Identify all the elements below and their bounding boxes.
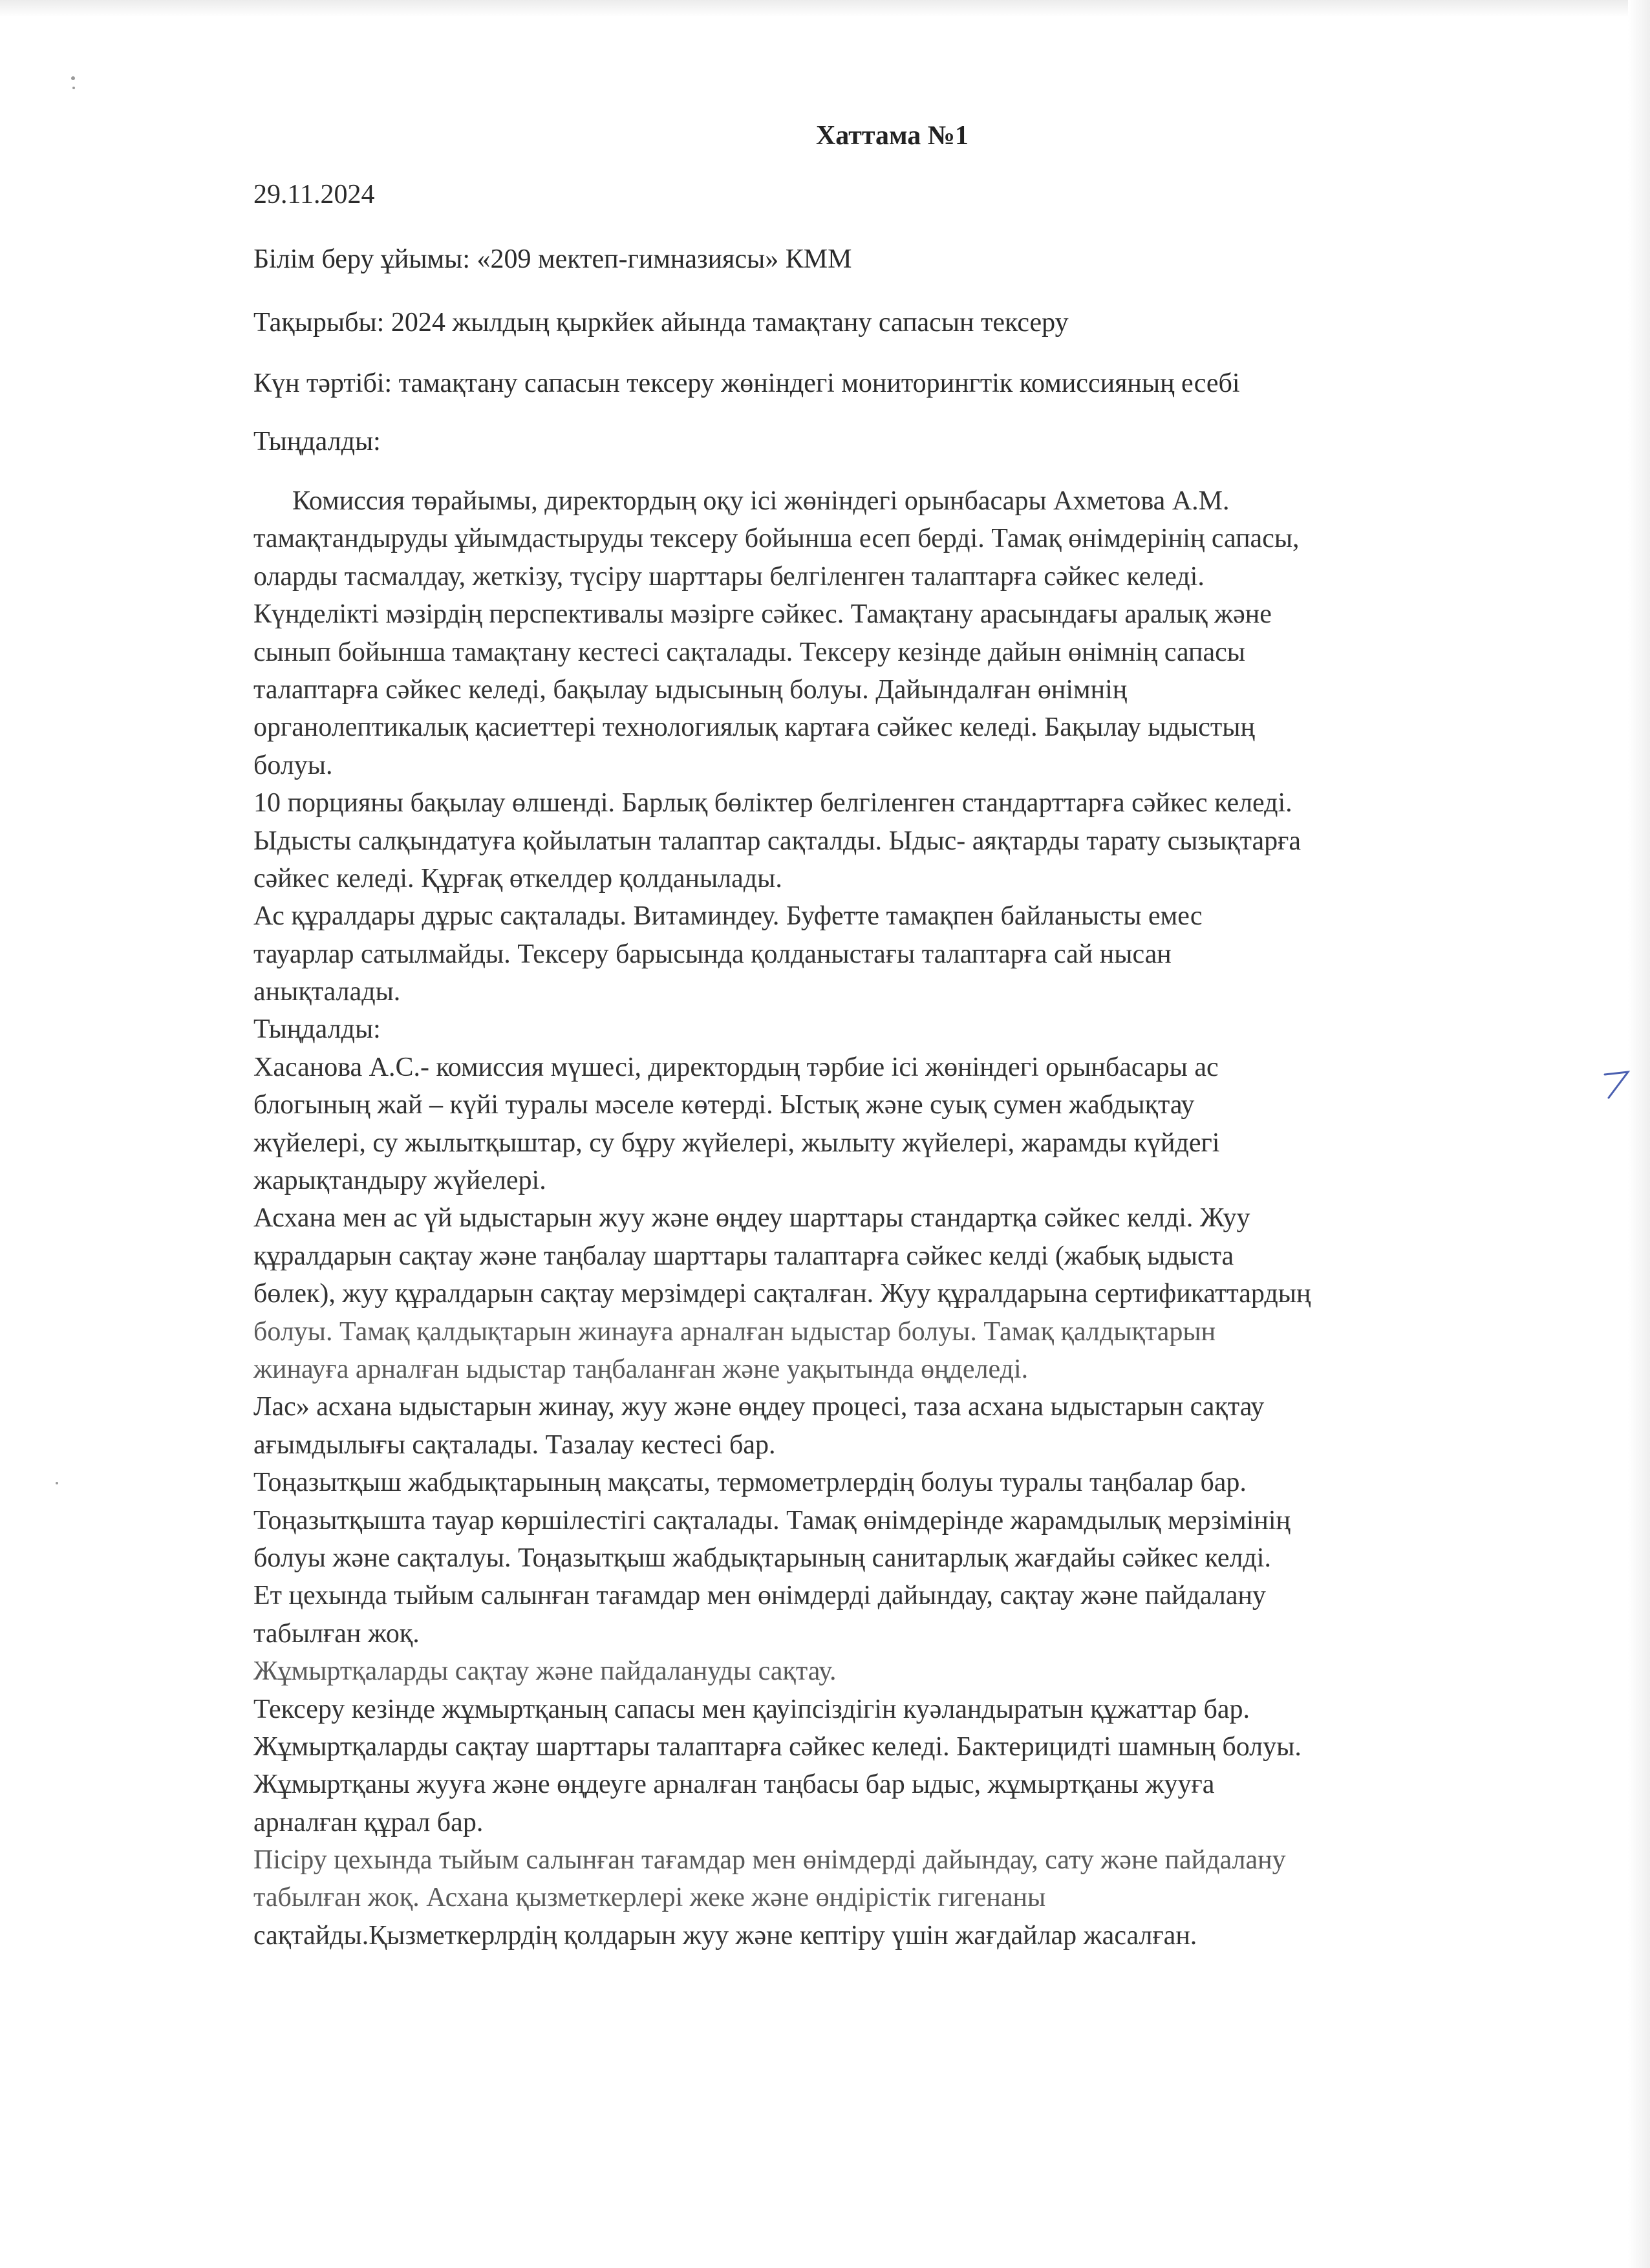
- scan-speck: [72, 87, 75, 89]
- body-line: Ас құралдары дұрыс сақталады. Витаминдеу. Буфетте тамақпен байланысты емес: [253, 901, 1203, 932]
- body-line: Асхана мен ас үй ыдыстарын жуу және өңдеу шарттары стандартқа сәйкес келді. Жуу: [253, 1203, 1250, 1234]
- body-line: талаптарға сәйкес келеді, бақылау ыдысының болуы. Дайындалған өнімнің: [253, 674, 1128, 705]
- document-date: 29.11.2024: [253, 180, 375, 209]
- body-line: сынып бойынша тамақтану кестесі сақталады. Тексеру кезінде дайын өнімнің сапасы: [253, 637, 1246, 667]
- body-line: блогының жай – күйі туралы мәселе көтерді. Ыстық және суық сумен жабдықтау: [253, 1090, 1195, 1120]
- scan-edge-right: [1628, 0, 1650, 2268]
- body-line: болуы.: [253, 750, 333, 780]
- body-line: құралдарын сақтау және таңбалау шарттары талаптарға сәйкес келді (жабық ыдыста: [253, 1241, 1234, 1271]
- body-line: Ет цехында тыйым салынған тағамдар мен өнімдерді дайындау, сақтау және пайдалану: [253, 1581, 1266, 1611]
- body-line: Хасанова А.С.- комиссия мүшесі, директордың тәрбие ісі жөніндегі орынбасары ас: [253, 1052, 1219, 1082]
- heard-label: Тыңдалды:: [253, 427, 381, 456]
- document-title: Хаттама №1: [815, 121, 969, 151]
- body-line: органолептикалық қасиеттері технологиялық картаға сәйкес келеді. Бақылау ыдыстың: [253, 712, 1255, 743]
- body-line: табылған жоқ. Асхана қызметкерлері жеке және өндірістік гигенаны: [253, 1883, 1046, 1913]
- body-line: Жұмыртқаны жууға және өңдеуге арналған таңбасы бар ыдыс, жұмыртқаны жууға: [253, 1770, 1215, 1800]
- body-line: жарықтандыру жүйелері.: [253, 1166, 546, 1196]
- body-line: сақтайды.Қызметкерлрдің қолдарын жуу және кептіру үшін жағдайлар жасалған.: [253, 1920, 1197, 1951]
- body-line: Күнделікті мәзірдің перспективалы мәзірге сәйкес. Тамақтану арасындағы аралық және: [253, 599, 1272, 630]
- body-line: жинауға арналған ыдыстар таңбаланған және уақытында өңделеді.: [253, 1354, 1029, 1384]
- body-line: тауарлар сатылмайды. Тексеру барысында қолданыстағы талаптарға сай нысан: [253, 939, 1172, 969]
- body-line: тамақтандыруды ұйымдастыруды тексеру бойынша есеп берді. Тамақ өнімдерінің сапасы,: [253, 524, 1300, 554]
- body-line: Лас» асхана ыдыстарын жинау, жуу және өңдеу процесі, таза асхана ыдыстарын сақтау: [253, 1392, 1265, 1422]
- body-line: Жұмыртқаларды сақтау және пайдалануды сақтау.: [253, 1656, 837, 1687]
- body-line: бөлек), жуу құралдарын сақтау мерзімдері сақталған. Жуу құралдарына сертификаттардың: [253, 1279, 1311, 1309]
- body-line: ағымдылығы сақталады. Тазалау кестесі бар.: [253, 1429, 776, 1460]
- body-line: Тыңдалды:: [253, 1014, 381, 1045]
- body-line: Жұмыртқаларды сақтау шарттары талаптарға сәйкес келеді. Бактерицидті шамның болуы.: [253, 1731, 1302, 1762]
- body-line: болуы. Тамақ қалдықтарын жинауға арналған ыдыстар болуы. Тамақ қалдықтарын: [253, 1316, 1216, 1347]
- body-line: сәйкес келеді. Құрғақ өткелдер қолданылады.: [253, 863, 782, 893]
- body-line: оларды тасмалдау, жеткізу, түсіру шарттары белгіленген талаптарға сәйкес келеді.: [253, 561, 1205, 592]
- body-line: табылған жоқ.: [253, 1618, 420, 1649]
- body-line: Тоңазытқыш жабдықтарының мақсаты, термометрлердің болуы туралы таңбалар бар.: [253, 1468, 1247, 1498]
- scan-edge-top: [0, 0, 1650, 17]
- body-line: Пісіру цехында тыйым салынған тағамдар мен өнімдерді дайындау, сату және пайдалану: [253, 1845, 1286, 1876]
- topic-line: Тақырыбы: 2024 жылдың қыркйек айында тамақтану сапасын тексеру: [253, 308, 1069, 337]
- body-line: жүйелері, су жылытқыштар, су бұру жүйелері, жылыту жүйелері, жарамды күйдегі: [253, 1128, 1220, 1158]
- pen-mark: [1602, 1068, 1633, 1102]
- body-line: Комиссия төрайымы, директордың оқу ісі жөніндегі орынбасары Ахметова А.М.: [292, 486, 1230, 516]
- body-line: Тексеру кезінде жұмыртқаның сапасы мен қауіпсіздігін куәландыратын құжаттар бар.: [253, 1694, 1250, 1724]
- body-line: анықталады.: [253, 977, 401, 1007]
- organization-line: Білім беру ұйымы: «209 мектеп-гимназиясы» КММ: [253, 244, 852, 274]
- body-line: болуы және сақталуы. Тоңазытқыш жабдықтарының санитарлық жағдайы сәйкес келді.: [253, 1543, 1271, 1573]
- body-line: Ыдысты салқындатуға қойылатын талаптар сақталды. Ыдыс- аяқтарды тарату сызықтарға: [253, 826, 1302, 856]
- agenda-line: Күн тәртібі: тамақтану сапасын тексеру жөніндегі мониторингтік комиссияның есебі: [253, 369, 1240, 398]
- body-line: Тоңазытқышта тауар көршілестігі сақталады. Тамақ өнімдерінде жарамдылық мерзімінің: [253, 1505, 1291, 1535]
- body-line: 10 порцияны бақылау өлшенді. Барлық бөліктер белгіленген стандарттарға сәйкес келеді.: [253, 788, 1292, 818]
- document-body: [253, 482, 1559, 1954]
- scan-speck: [56, 1482, 58, 1484]
- body-line: арналған құрал бар.: [253, 1807, 484, 1837]
- scan-speck: [71, 76, 75, 80]
